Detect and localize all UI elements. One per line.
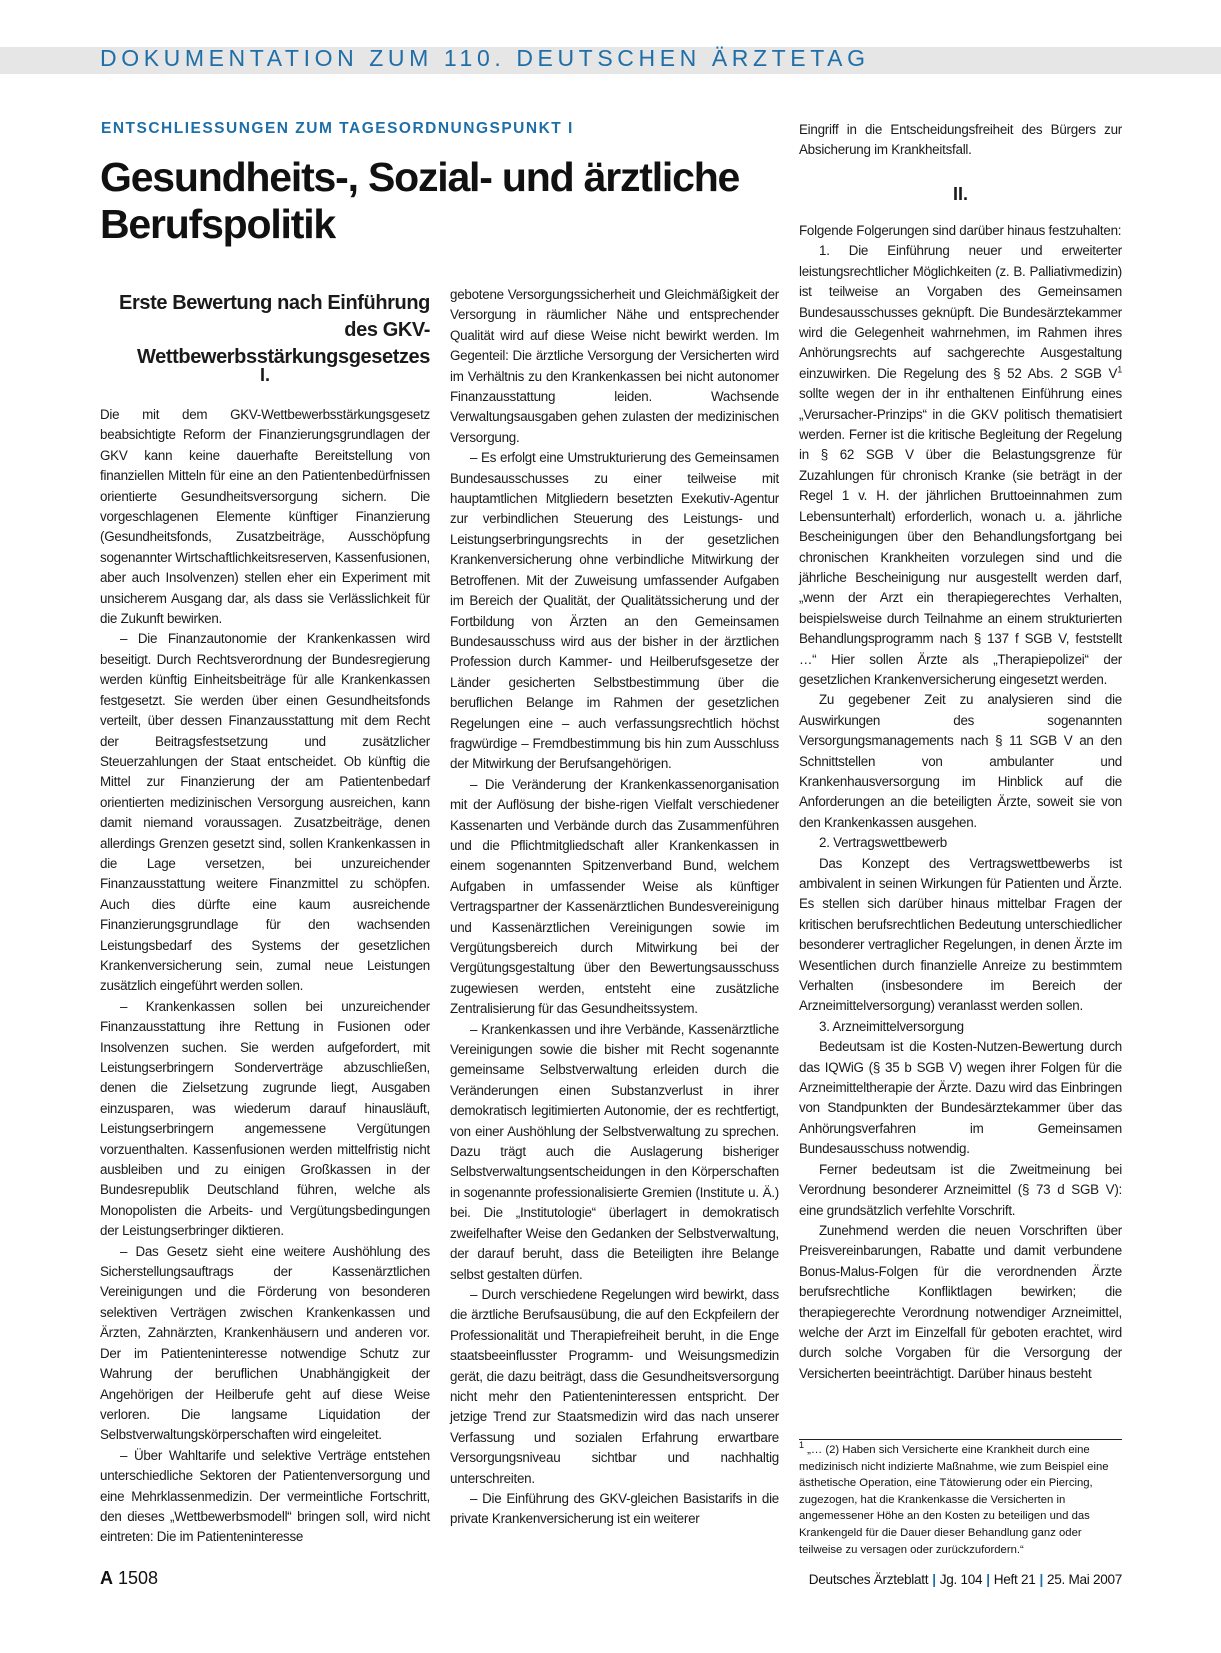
paragraph: – Über Wahltarife und selektive Verträge entstehen unterschiedliche Sektoren der Patientenversorgung und eine Mehrklassenmedizin. Der vermeintliche Fortschritt, den dieses „Wettbewerbsmodell“ bringen soll, wird nicht eintreten: Die im Patienteninteresse (100, 1447, 430, 1545)
paragraph: Zu gegebener Zeit zu analysieren sind die Auswirkungen des sogenannten Versorgungsmanagements nach § 11 SGB V an den Schnittstellen von ambulanter und Krankenhausversorgung im Hinblick auf die Anforderungen an die beteiligten Ärzte, soweit sie von den Krankenkassen ausgehen. (799, 692, 1122, 830)
page-prefix: A (100, 1568, 113, 1588)
section-kicker: ENTSCHLIESSUNGEN ZUM TAGESORDNUNGSPUNKT I (101, 120, 574, 137)
journal-issue: Heft 21 (993, 1572, 1036, 1587)
footer-separator: | (1039, 1572, 1043, 1587)
paragraph: – Das Gesetz sieht eine weitere Aushöhlung des Sicherstellungsauftrags der Kassenärztlichen Vereinigungen und die Förderung von besonderen selektiven Verträgen zwischen Krankenkassen und Ärzten, Zahnärzten, Krankenhäusern und anderen vor. Der im Patienteninteresse notwendige Schutz zur Wahrung der beruflichen Unabhängigkeit der Angehörigen der Heilberufe geht auf diese Weise verloren. Die langsame Liquidation der Selbstverwaltungskörperschaften wird eingeleitet. (100, 1243, 430, 1443)
journal-volume: Jg. 104 (939, 1572, 983, 1587)
journal-name: Deutsches Ärzteblatt (808, 1572, 929, 1587)
article-title: Gesundheits-, Sozial- und ärztliche Berufspolitik (100, 154, 740, 247)
paragraph: – Es erfolgt eine Umstrukturierung des Gemeinsamen Bundesausschusses zu einer teilweise mit hauptamtlichen Mitgliedern besetzten Exekutiv-Agentur zur verbindlichen Steuerung des Leistungs- und Leistungserbringungsrechts in der gesetzlichen Krankenversicherung ohne verbindliche Mitwirkung der Betroffenen. Mit der Zuweisung umfassender Aufgaben im Bereich der Qualität, der Qualitätssicherung und der Fortbildung von Ärzten an den Gemeinsamen Bundesausschuss wird aus der bisher in der ärztlichen Profession durch Kammer- und Heilberufsgesetze der Länder gesicherten Selbstbestimmung über die beruflichen Belange im Rahmen der gesetzlichen Regelungen eine – auch verfassungsrechtlich höchst fragwürdige – Fremdbestimmung bis hin zum Ausschluss der Mitwirkung der Berufsangehörigen. (450, 450, 779, 772)
running-title: DOKUMENTATION ZUM 110. DEUTSCHEN ÄRZTETAG (100, 45, 870, 71)
footer-separator: | (932, 1572, 936, 1587)
subsection-heading: 3. Arzneimittelversorgung (819, 1018, 964, 1034)
paragraph: – Krankenkassen sollen bei unzureichender Finanzausstattung ihre Rettung in Fusionen oder Insolvenzen suchen. Sie werden aufgefordert, mit Leistungserbringern Sonderverträge abzuschließen, denen die Zielsetzung zugrunde liegt, Ausgaben einzusparen, was wiederum darauf hinausläuft, Leistungserbringern angemessene Vergütungen vorzuenthalten. Kassenfusionen werden mittelfristig nicht ausbleiben und zu einigen Großkassen in der Bundesrepublik Deutschland führen, welche als Monopolisten die Arbeits- und Vergütungsbedingungen der Leistungserbringer diktieren. (100, 998, 430, 1239)
footnote-divider (799, 1439, 1122, 1440)
paragraph: – Die Einführung des GKV-gleichen Basistarifs in die private Krankenversicherung ist ein weiterer (450, 1490, 779, 1527)
paragraph (799, 241, 1122, 690)
text-column-2 (450, 285, 779, 1530)
journal-date: 25. Mai 2007 (1047, 1572, 1122, 1587)
page-number (100, 1568, 158, 1589)
paragraph: – Die Finanzautonomie der Krankenkassen wird beseitigt. Durch Rechtsverordnung der Bundesregierung werden künftig Einheitsbeiträge für alle Krankenkassen festgesetzt. Sie werden über einen Gesundheitsfonds verteilt, über dessen Finanzausstattung mit dem Recht der Beitragsfestsetzung und zusätzlicher Steuerzahlungen der Staat entscheidet. Ob künftig die Mittel zur Finanzierung der am Patientenbedarf orientierten medizinischen Versorgung ausreichen, kann damit niemand voraussagen. Zusatzbeiträge, denen allerdings Grenzen gesetzt sind, sollen Krankenkassen in die Lage versetzen, bei unzureichender Finanzausstattung weitere Finanzmittel zu schöpfen. Auch dies dürfte eine kaum ausreichende Finanzierungsgrundlage für den wachsenden Leistungsbedarf des Systems der gesetzlichen Krankenversicherung sein, zumal neue Leistungen zusätzlich eingeführt werden sollen. (100, 631, 430, 994)
page-number-value: 1508 (118, 1568, 159, 1588)
paragraph: Das Konzept des Vertragswettbewerbs ist ambivalent in seinen Wirkungen für Patienten und Ärzte. Es stellen sich darüber hinaus mittelbar Fragen der kritischen berufsrechtlichen Bedeutung unterschiedlicher besonderer vertraglicher Regelungen, in denen Ärzte im Wesentlichen durch finanzielle Anreize zu bestimmtem Verhalten (insbesondere im Bereich der Arzneimittelversorgung) veranlasst werden sollen. (799, 855, 1122, 1014)
article-subheading: Erste Bewertung nach Einführung des GKV-Wettbewerbsstärkungsgesetzes (119, 292, 430, 368)
subsection-heading: 2. Vertragswettbewerb (819, 835, 947, 851)
paragraph: – Krankenkassen und ihre Verbände, Kassenärztliche Vereinigungen sowie die bisher mit Recht sogenannte gemeinsame Selbstverwaltung erleiden durch die Veränderungen einen Substanzverlust in ihrer demokratisch legitimierten Autonomie, der es rechtfertigt, von einer Aushöhlung der Selbstverwaltung zu sprechen. Dazu trägt auch die Auslagerung bisheriger Selbstverwaltungsentscheidungen in den Körperschaften in sogenannte professionalisierte Gremien (Institute u. Ä.) bei. Die „Institutologie“ überlagert in demokratisch zweifelhafter Weise den Gedanken der Selbstverwaltung, der darauf beruht, dass die Beteiligten ihre Belange selbst gestalten dürfen. (450, 1021, 779, 1282)
text-column-1 (100, 405, 430, 1548)
footnote (799, 1442, 1122, 1558)
footnote-number: 1 (799, 1440, 805, 1451)
paragraph: Folgende Folgerungen sind darüber hinaus festzuhalten: (799, 223, 1122, 238)
footer-separator: | (986, 1572, 990, 1587)
paragraph-text: 1. Die Einführung neuer und erweiterter leistungsrechtlicher Möglichkeiten (z. B. Palliativmedizin) ist teilweise an Vorgaben des Gemeinsamen Bundesausschusses geknüpft. Die Bundesärztekammer wird die Gelegenheit wahrnehmen, im Rahmen ihres Anhörungsrechts auf sachgerechte Ausgestaltung einzuwirken. Die Regelung des § 52 Abs. 2 SGB V (799, 243, 1122, 381)
paragraph: Die mit dem GKV-Wettbewerbsstärkungsgesetz beabsichtigte Reform der Finanzierungsgrundlagen der GKV kann keine dauerhafte Bereitstellung von finanziellen Mitteln für eine an den Patientenbedürfnissen orientierte Gesundheitsversorgung sichern. Die vorgeschlagenen Elemente künftiger Finanzierung (Gesundheitsfonds, Zusatzbeiträge, Ausschöpfung sogenannter Wirtschaftlichkeitsreserven, Kassenfusionen, aber auch Insolvenzen) stellen eher ein Experiment mit unsicherem Ausgang dar, als dass sie Verlässlichkeit für die Zukunft bewirken. (100, 407, 430, 627)
text-column-3 (799, 221, 1122, 1384)
paragraph: – Durch verschiedene Regelungen wird bewirkt, dass die ärztliche Berufsausübung, die auf den Eckpfeilern der Professionalität und Therapiefreiheit beruht, in die Enge staatsbeeinflusster Programm- und Weisungsmedizin gerät, die dazu beiträgt, dass die Gesundheitsversorgung nicht mehr den Patienteninteressen entspricht. Der jetzige Trend zur Staatsmedizin wird das nach unserer Verfassung und sozialen Erfahrung erwartbare Versorgungsniveau sichtbar und nachhaltig unterschreiten. (450, 1286, 779, 1486)
paragraph: gebotene Versorgungssicherheit und Gleichmäßigkeit der Versorgung in räumlicher Nähe und entsprechender Qualität wird auf diese Weise nicht bewirkt werden. Im Gegenteil: Die ärztliche Versorgung der Versicherten wird im Verhältnis zu den Krankenkassen bei nicht autonomer Finanzausstattung leiden. Wachsende Verwaltungsausgaben gehen zulasten der medizinischen Versorgung. (450, 287, 779, 445)
section-number-1: I. (259, 365, 270, 385)
paragraph-text: sollte wegen der in ihr enthaltenen Einführung eines „Verursacher-Prinzips“ in die GKV politisch thematisiert werden. Ferner ist die kritische Begleitung der Regelung in § 62 SGB V über die Belastungsgrenze für Zuzahlungen für chronisch Kranke (sie beträgt in der Regel 1 v. H. der jährlichen Bruttoeinnahmen zum Lebensunterhalt) erforderlich, wonach u. a. jährliche Bescheinigungen über den Behandlungsfortgang bei chronischen Krankheiten vorzulegen sind und die jährliche Bescheinigung nur ausgestellt werden darf, „wenn der Arzt ein therapiegerechtes Verhalten, beispielsweise durch Teilnahme an einem strukturierten Behandlungsprogramm nach § 137 f SGB V, feststellt …“ Hier sollen Ärzte als „Therapiepolizei“ der gesetzlichen Krankenversicherung eingesetzt werden. (799, 386, 1122, 687)
footnote-marker: 1 (1117, 364, 1122, 375)
paragraph: – Die Veränderung der Krankenkassenorganisation mit der Auflösung der bishe-rigen Vielfalt verschiedener Kassenarten und Verbände durch das Zusammenführen und die Pflichtmitgliedschaft aller Krankenkassen in einem sogenannten Spitzenverband Bund, welchem Aufgaben in umfassender Weise als künftiger Vertragspartner der Kassenärztlichen Bundesvereinigung und Kassenärztlichen Vereinigungen sowie im Vergütungsbereich durch Mitwirkung bei der Vergütungsgestaltung über den Bewertungsausschuss zugewiesen werden, entsteht eine zusätzliche Zentralisierung für das Gesundheitssystem. (450, 776, 779, 1017)
paragraph: Eingriff in die Entscheidungsfreiheit des Bürgers zur Absicherung im Krankheitsfall. (799, 122, 1122, 158)
text-column-3-top (799, 120, 1122, 161)
paragraph: Zunehmend werden die neuen Vorschriften über Preisvereinbarungen, Rabatte und damit verbundene Bonus-Malus-Folgen für die verordnenden Ärzte berufsrechtliche Konfliktlagen bewirken; die therapiegerechte Verordnung notwendiger Arzneimittel, welche der Arzt im Einzelfall für geboten erachtet, wird durch solche Vorgaben für die Versorgung der Versicherten beeinträchtigt. Darüber hinaus besteht (799, 1222, 1122, 1381)
footnote-text: „… (2) Haben sich Versicherte eine Krankheit durch eine medizinisch nicht indizierte Maßnahme, wie zum Beispiel eine ästhetische Operation, eine Tätowierung oder ein Piercing, zugezogen, hat die Krankenkasse die Versicherten in angemessener Höhe an den Kosten zu beteiligen und das Krankengeld für die Dauer dieser Behandlung ganz oder teilweise zu versagen oder zurückzufordern.“ (799, 1444, 1109, 1556)
paragraph: Ferner bedeutsam ist die Zweitmeinung bei Verordnung besonderer Arzneimittel (§ 73 d SGB V): eine grundsätzlich verfehlte Vorschrift. (799, 1161, 1122, 1218)
section-number-2: II. (952, 184, 968, 204)
journal-footer (809, 1572, 1122, 1587)
paragraph: Bedeutsam ist die Kosten-Nutzen-Bewertung durch das IQWiG (§ 35 b SGB V) wegen ihrer Folgen für die Arzneimitteltherapie der Ärzte. Dazu wird das Einbringen von Standpunkten der Bundesärztekammer über das Anhörungsverfahren im Gemeinsamen Bundesausschuss notwendig. (799, 1039, 1122, 1157)
